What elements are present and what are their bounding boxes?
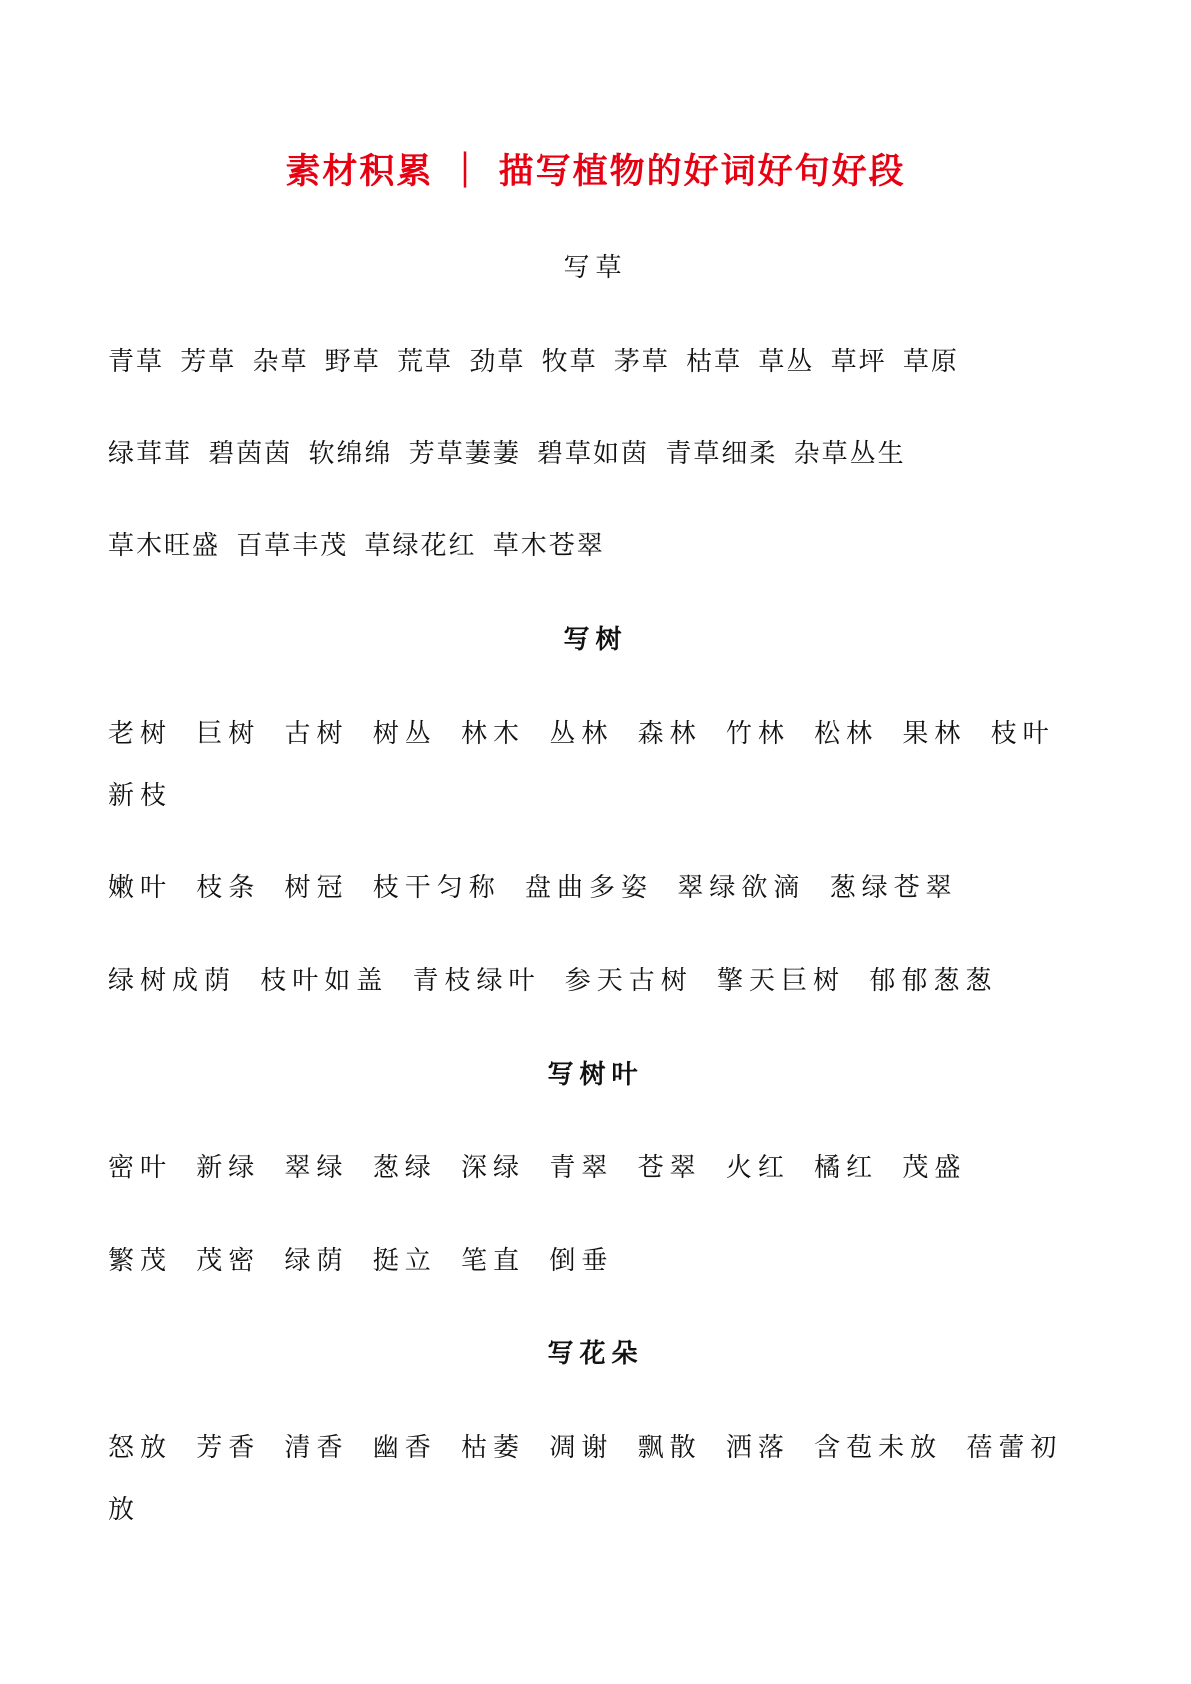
section-heading-flowers: 写花朵 [547,1339,644,1369]
tree-words-line-4: 绿树成荫 枝叶如盖 青枝绿叶 参天古树 擎天巨树 郁郁葱葱 [108,966,998,996]
grass-words-line-1: 青草 芳草 杂草 野草 荒草 劲草 牧草 茅草 枯草 草丛 草坪 草原 [108,347,959,377]
tree-words-line-1: 老树 巨树 古树 树丛 林木 丛林 森林 竹林 松林 果林 枝叶 [108,719,1055,749]
flower-words-line-1: 怒放 芳香 清香 幽香 枯萎 凋谢 飘散 洒落 含苞未放 蓓蕾初 [108,1433,1063,1463]
flower-words-line-2: 放 [108,1495,141,1525]
document-title: 素材积累 ｜ 描写植物的好词好句好段 [285,152,906,192]
section-heading-leaves: 写树叶 [547,1060,644,1090]
grass-words-line-2: 绿茸茸 碧茵茵 软绵绵 芳草萋萋 碧草如茵 青草细柔 杂草丛生 [108,439,906,469]
section-heading-grass: 写草 [563,253,628,283]
leaf-words-line-1: 密叶 新绿 翠绿 葱绿 深绿 青翠 苍翠 火红 橘红 茂盛 [108,1153,967,1183]
leaf-words-line-2: 繁茂 茂密 绿荫 挺立 笔直 倒垂 [108,1246,614,1276]
grass-words-line-3: 草木旺盛 百草丰茂 草绿花红 草木苍翠 [108,531,605,561]
tree-words-line-2: 新枝 [108,781,173,811]
section-heading-trees: 写树 [563,625,628,655]
tree-words-line-3: 嫩叶 枝条 树冠 枝干匀称 盘曲多姿 翠绿欲滴 葱绿苍翠 [108,873,958,903]
